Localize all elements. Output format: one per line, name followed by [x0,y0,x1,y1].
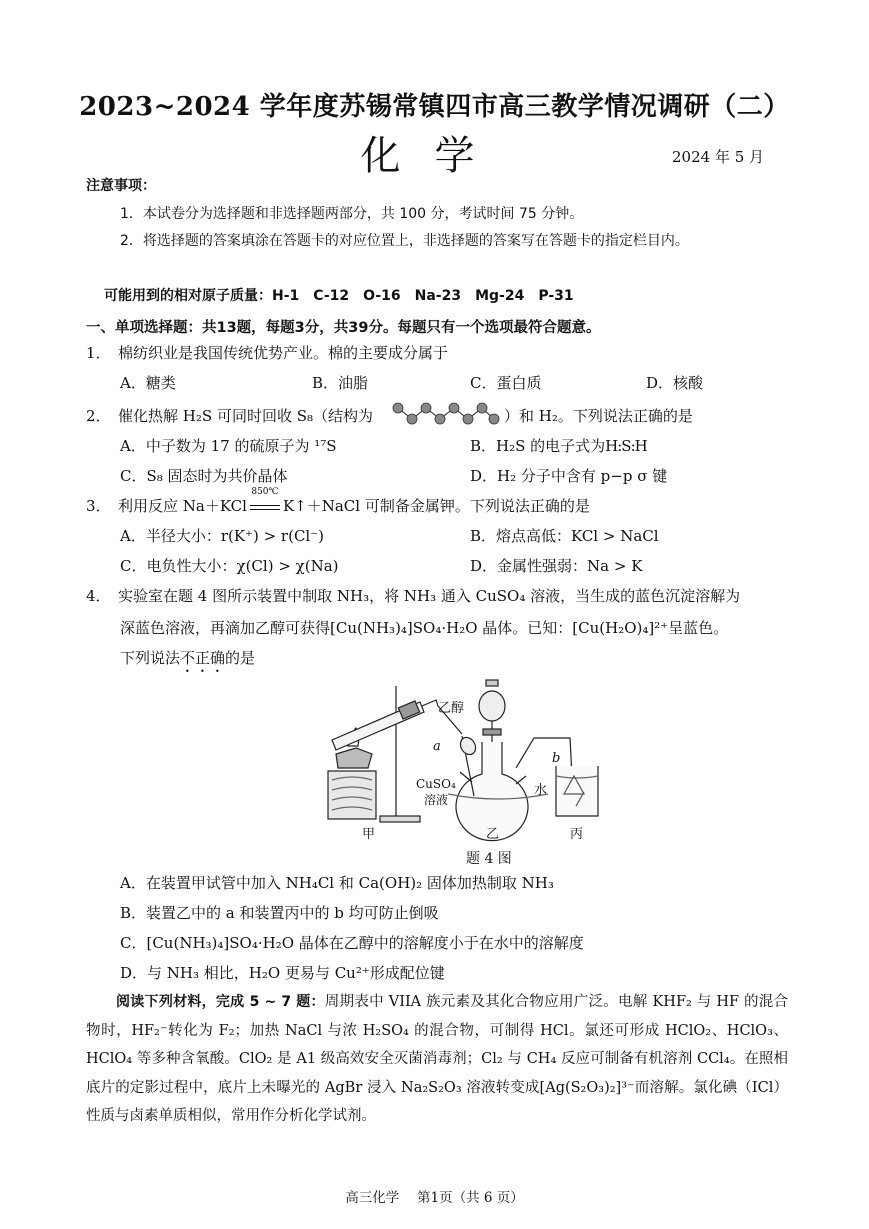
reading-material [86,988,788,1131]
q3-option-c: C．电负性大小：χ(Cl) > χ(Na) [120,557,339,575]
fig-label-water: 水 [534,783,548,798]
notice-item-2: 2．将选择题的答案填涂在答题卡的对应位置上，非选择题的答案写在答题卡的指定栏目内。 [120,233,689,249]
q2-stem-a: 2． 催化热解 H₂S 可同时回收 S₈（结构为 [86,407,374,425]
notice-heading: 注意事项： [86,178,156,194]
q1-option-b: B．油脂 [312,374,369,392]
fig-label-b: b [552,751,561,766]
fig-label-bing: 丙 [570,827,584,842]
notice-item-1: 1．本试卷分为选择题和非选择题两部分，共 100 分，考试时间 75 分钟。 [120,206,584,222]
q2-option-c: C．S₈ 固态时为共价晶体 [120,467,288,485]
figure-caption: 题 4 图 [466,851,512,867]
q3-stem [86,487,590,516]
q3-option-d: D．金属性强弱：Na > K [470,557,643,575]
q3-option-b: B．熔点高低：KCl > NaCl [470,527,659,545]
reaction-arrow [247,487,283,515]
q4-emphasis: 不正确 [180,649,226,667]
q4-line-3 [120,647,255,676]
q1-option-a: A．糖类 [120,374,176,392]
exam-date: 2024 年 5 月 [672,148,765,166]
q3-stem-b: K↑＋NaCl 可制备金属钾。下列说法正确的是 [282,497,590,515]
atomic-masses [104,285,574,305]
atomic-masses-text: 可能用到的相对原子质量：H-1 C-12 O-16 Na-23 Mg-24 P-31 [104,288,574,304]
q2-option-a: A．中子数为 17 的硫原子为 ¹⁷S [120,437,337,455]
q4-line-1: 4． 实验室在题 4 图所示装置中制取 NH₃，将 NH₃ 通入 CuSO₄ 溶液，当生成的蓝色沉淀溶解为 [86,587,741,605]
fig-label-cuso4: CuSO₄ [416,777,456,791]
fig-label-yi: 乙 [486,827,500,842]
page-footer: 高三化学 第1页（共 6 页） [345,1190,524,1206]
reading-lead: 阅读下列材料，完成 5 ~ 7 题： [116,994,325,1010]
subject-title: 化学 [360,133,509,179]
exam-title: 2023~2024 学年度苏锡常镇四市高三教学情况调研（二） [79,92,790,122]
q4-line-3-pre: 下列说法 [120,649,181,667]
q4-line-3-post: 的是 [225,649,256,667]
reaction-condition: 850℃ [251,487,279,497]
fig-label-jia: 甲 [362,827,376,842]
q3-stem-a: 3． 利用反应 Na＋KCl [86,497,247,515]
fig-label-a: a [433,739,441,754]
q3-option-a: A．半径大小：r(K⁺) > r(Cl⁻) [120,527,325,545]
q4-option-d: D．与 NH₃ 相比，H₂O 更易与 Cu²⁺形成配位键 [120,964,445,982]
q2-option-b [470,435,647,456]
q1-option-d: D．核酸 [646,374,704,392]
q1-option-c: C．蛋白质 [470,374,542,392]
section-heading: 一、单项选择题：共13题，每题3分，共39分。每题只有一个选项最符合题意。 [86,320,601,336]
q2-stem-b: ）和 H₂。下列说法正确的是 [504,407,693,425]
q4-option-b: B．装置乙中的 a 和装置丙中的 b 均可防止倒吸 [120,904,439,922]
s8-structure-icon [392,400,500,426]
q2-option-b-text: B．H₂S 的电子式为 [470,437,606,455]
q4-option-c: C．[Cu(NH₃)₄]SO₄·H₂O 晶体在乙醇中的溶解度小于在水中的溶解度 [120,934,584,952]
q4-option-a: A．在装置甲试管中加入 NH₄Cl 和 Ca(OH)₂ 固体加热制取 NH₃ [120,874,554,892]
h2s-electron-formula: H:S:H [605,437,647,455]
apparatus-figure [320,676,610,846]
fig-label-ethanol: 乙醇 [438,701,465,716]
q1-stem: 1． 棉纺织业是我国传统优势产业。棉的主要成分属于 [86,344,449,362]
q4-line-2: 深蓝色溶液，再滴加乙醇可获得[Cu(NH₃)₄]SO₄·H₂O 晶体。已知：[Cu(H₂O)₄]²⁺呈蓝色。 [120,619,729,637]
reading-text: 周期表中 VIIA 族元素及其化合物应用广泛。电解 KHF₂ 与 HF 的混合物时，HF₂⁻转化为 F₂；加热 NaCl 与浓 H₂SO₄ 的混合物，可制得 HCl。氯还可形成 HClO₂、HClO₃、HClO₄ 等多种含氧酸。ClO₂ 是 A1 级高效安全灭菌消毒剂；Cl₂ 与 CH₄ 反应可制备有机溶剂 CCl₄。在照相底片的定影过程中，底片上未曝光的 AgBr 浸入 Na₂S₂O₃ 溶液转变成[Ag(S₂O₃)₂]³⁻而溶解。氯化碘（ICl）性质与卤素单质相似，常用作分析化学试剂。 [86,994,788,1124]
q2-option-d: D．H₂ 分子中含有 p−p σ 键 [470,467,668,485]
fig-label-solution: 溶液 [424,793,449,807]
